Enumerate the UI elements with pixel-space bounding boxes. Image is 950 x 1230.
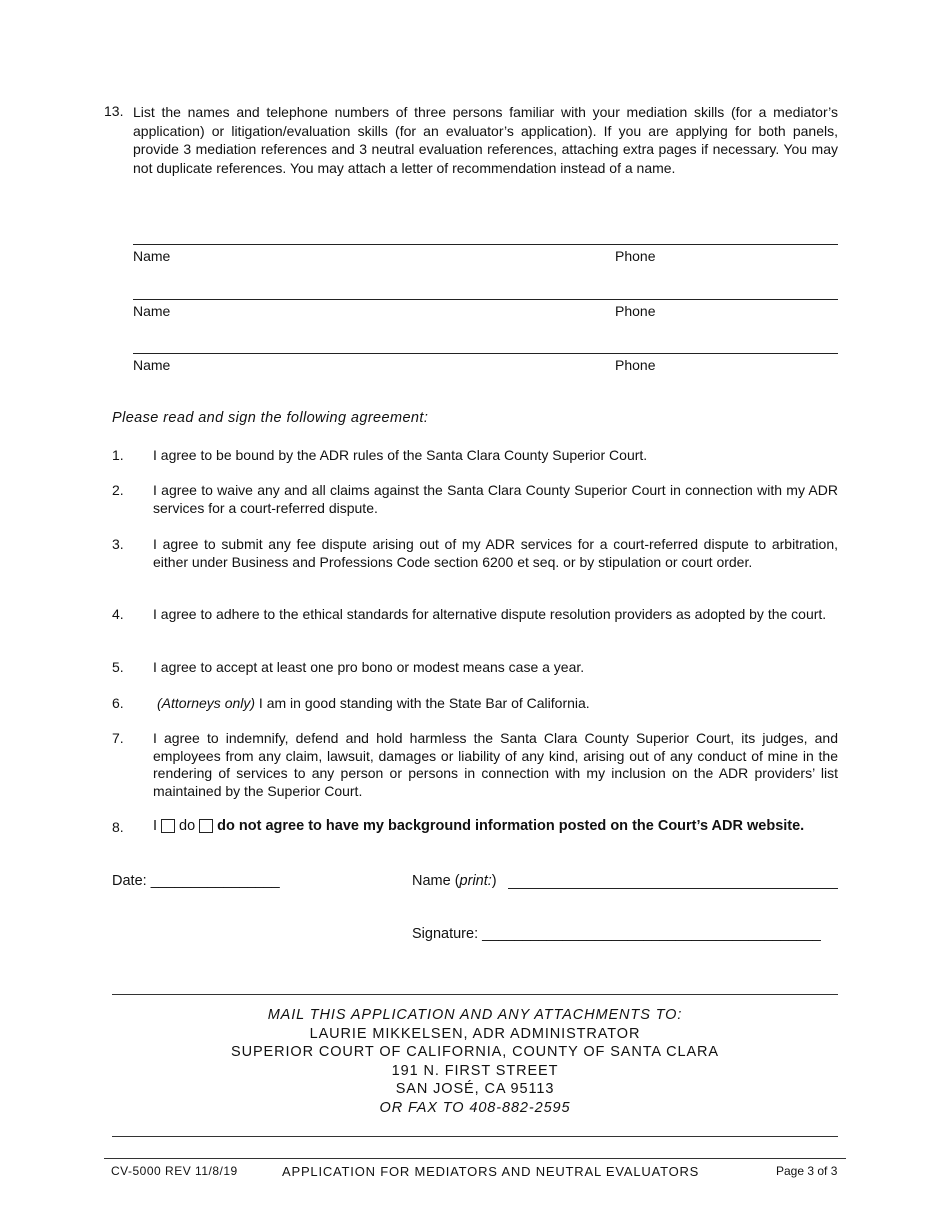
agreement-item-number: 1. [112, 447, 124, 463]
signature-label: Signature: [412, 926, 479, 942]
agreement-item-number: 8. [112, 819, 124, 835]
mail-city: SAN JOSÉ, CA 95113 [395, 1081, 555, 1097]
agreement-item-number: 4. [112, 606, 124, 622]
question-text: List the names and telephone numbers of three persons familiar with your mediation skills (for a mediator’s application) or litigation/evaluation skills (for an evaluator’s application). If you are applying for both panels, provide 3 mediation references and 3 neutral evaluation references, attaching extra pages if necessary. You may not duplicate references. You may attach a letter of recommendation instead of a name. [133, 104, 838, 176]
agreement-item-text: I agree to waive any and all claims against the Santa Clara County Superior Court in connection with my ADR services for a court-referred dispute. [153, 482, 838, 516]
reference-phone-label: Phone [615, 303, 656, 319]
agreement-item-number: 3. [112, 536, 124, 552]
mail-recipient: LAURIE MIKKELSEN, ADR ADMINISTRATOR [309, 1025, 641, 1042]
reference-line-1[interactable] [133, 244, 838, 245]
signature-field[interactable] [412, 926, 821, 942]
mail-heading: MAIL THIS APPLICATION AND ANY ATTACHMENTS TO: [267, 1007, 683, 1023]
divider [112, 994, 838, 995]
mail-instructions [112, 1006, 838, 1117]
agreement-item-text [157, 695, 842, 713]
signature-blank: __________________________________________ [482, 926, 821, 942]
date-label: Date: [112, 873, 147, 889]
agreement-item-text: I agree to adhere to the ethical standards for alternative dispute resolution providers as adopted by the court. [153, 606, 827, 622]
agreement-item-text: I agree to indemnify, defend and hold harmless the Santa Clara County Superior Court, its judges, and employees from any claim, lawsuit, damages or liability of any kind, arising out of any conduct of mine in the rendering of services to any person or persons in connection with my inclusion on the ADR providers’ list maintained by the Superior Court. [153, 730, 838, 799]
date-field[interactable] [112, 873, 280, 889]
agreement-item-text: I agree to submit any fee dispute arising out of my ADR services for a court-referred dispute to arbitration, either under Business and Professions Code section 6200 et seq. or by stipulation or court order. [153, 536, 838, 570]
question-number: 13. [104, 103, 124, 119]
agreement-item-number: 6. [112, 695, 124, 711]
consent-prefix: I [153, 818, 158, 834]
agreement-item-number: 2. [112, 482, 124, 498]
mail-street: 191 N. FIRST STREET [391, 1062, 559, 1079]
reference-phone-label: Phone [615, 357, 656, 373]
agree-checkbox[interactable] [161, 819, 175, 833]
page-number: Page 3 of 3 [776, 1164, 838, 1178]
agreement-item-number: 5. [112, 659, 124, 675]
agreement-item-body: I am in good standing with the State Bar of California. [255, 695, 590, 711]
reference-line-2[interactable] [133, 299, 838, 300]
agreement-item-text: I agree to be bound by the ADR rules of the Santa Clara County Superior Court. [153, 447, 648, 463]
divider [112, 1136, 838, 1137]
agreement-intro: Please read and sign the following agreement: [112, 410, 429, 426]
reference-name-label: Name [133, 303, 171, 319]
reference-name-label: Name [133, 248, 171, 264]
agreement-item-text: I agree to accept at least one pro bono or modest means case a year. [153, 659, 585, 675]
agreement-item-number: 7. [112, 730, 124, 746]
date-blank: ________________ [150, 873, 280, 889]
consent-row [153, 818, 804, 834]
form-number: CV-5000 REV 11/8/19 [111, 1164, 238, 1178]
name-label: Name (print:) [412, 873, 497, 889]
form-title: APPLICATION FOR MEDIATORS AND NEUTRAL EVALUATORS [282, 1164, 700, 1179]
consent-statement: do not agree to have my background information posted on the Court’s ADR website. [217, 818, 805, 834]
disagree-checkbox[interactable] [199, 819, 213, 833]
footer-divider [104, 1158, 846, 1159]
reference-phone-label: Phone [615, 248, 656, 264]
reference-name-label: Name [133, 357, 171, 373]
mail-court: SUPERIOR COURT OF CALIFORNIA, COUNTY OF SANTA CLARA [231, 1044, 719, 1060]
attorneys-only-note: (Attorneys only) [157, 695, 256, 711]
name-print-input[interactable] [508, 874, 838, 889]
reference-line-3[interactable] [133, 353, 838, 354]
fax-number: OR FAX TO 408-882-2595 [379, 1099, 571, 1116]
consent-middle: do [179, 818, 196, 834]
